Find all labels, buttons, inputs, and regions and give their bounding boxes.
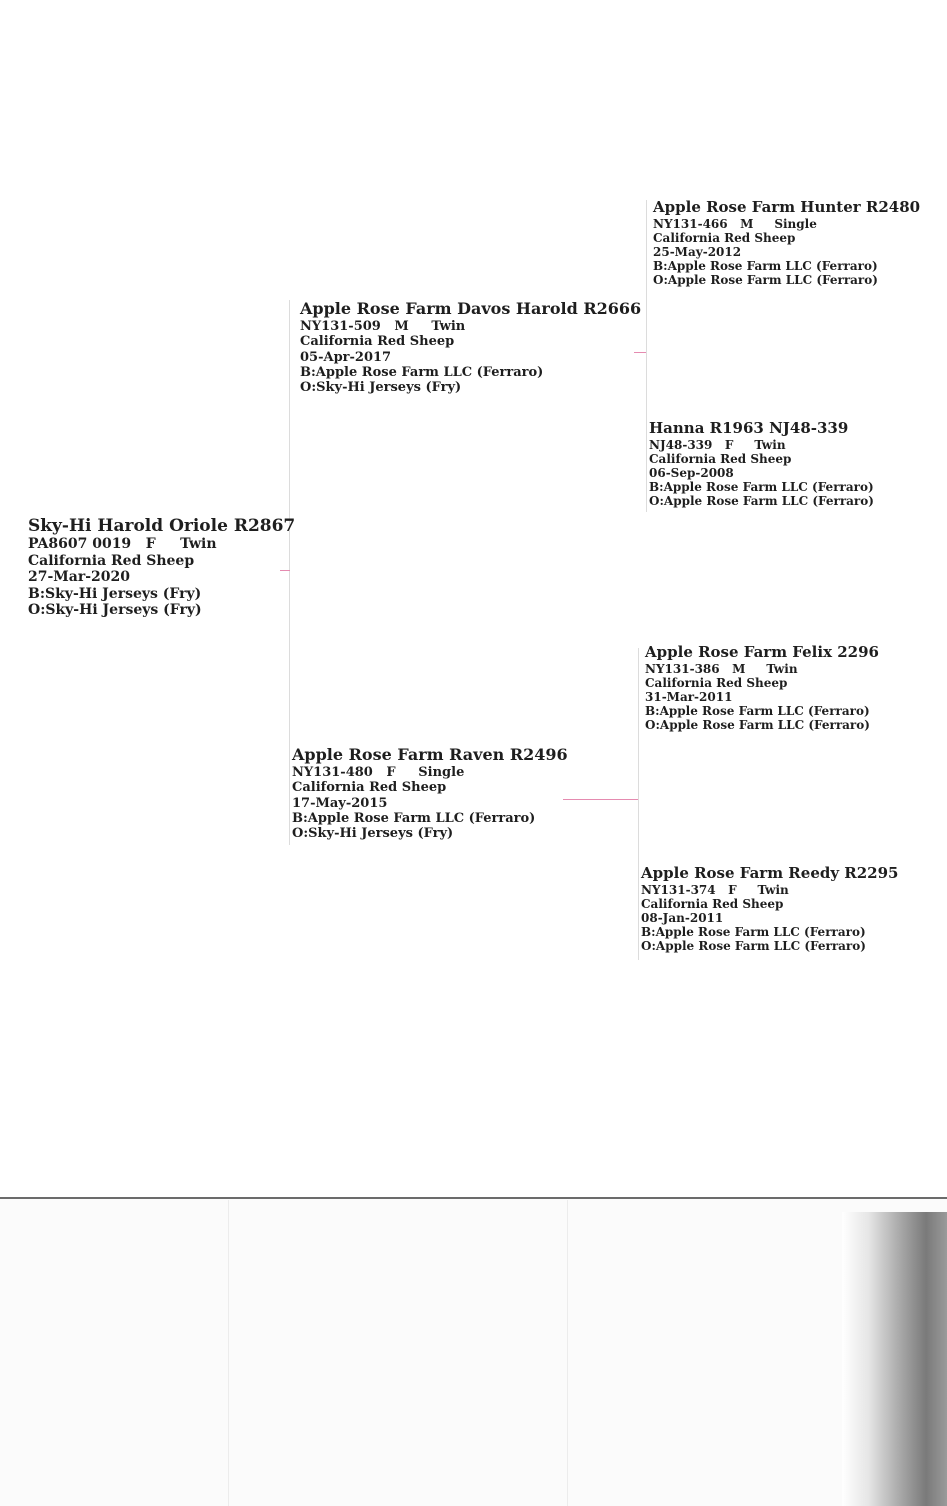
breed: California Red Sheep [300, 334, 455, 350]
registration-line: NY131-386 M Twin [645, 661, 798, 676]
fold-line [228, 1200, 229, 1506]
birth-date: 17-May-2015 [292, 795, 388, 811]
birth-date: 27-Mar-2020 [28, 569, 131, 586]
breeder: B:Apple Rose Farm LLC (Ferraro) [292, 810, 536, 826]
birth-date: 08-Jan-2011 [641, 911, 724, 925]
owner: O:Sky-Hi Jerseys (Fry) [28, 602, 202, 619]
owner: O:Apple Rose Farm LLC (Ferraro) [645, 718, 870, 733]
fold-line [567, 1200, 568, 1506]
breed: California Red Sheep [649, 451, 792, 466]
breeder: B:Sky-Hi Jerseys (Fry) [28, 585, 202, 602]
registration-line: NY131-466 M Single [653, 216, 817, 231]
owner: O:Sky-Hi Jerseys (Fry) [300, 380, 462, 396]
registration-line: NY131-480 F Single [292, 764, 465, 780]
breed: California Red Sheep [645, 675, 788, 690]
animal-name: Apple Rose Farm Reedy R2295 [641, 864, 899, 882]
owner: O:Apple Rose Farm LLC (Ferraro) [653, 273, 878, 288]
animal-name: Apple Rose Farm Raven R2496 [292, 745, 568, 764]
birth-date: 05-Apr-2017 [300, 349, 392, 365]
registration-line: NJ48-339 F Twin [649, 437, 786, 452]
animal-name: Hanna R1963 NJ48-339 [649, 419, 849, 437]
dam-bracket [638, 648, 639, 960]
birth-date: 06-Sep-2008 [649, 466, 734, 480]
sire-sire-entry [653, 199, 920, 287]
subject-entry [28, 516, 295, 619]
owner: O:Apple Rose Farm LLC (Ferraro) [641, 939, 866, 954]
sire-dam-entry [649, 420, 874, 508]
breed: California Red Sheep [653, 230, 796, 245]
breeder: B:Apple Rose Farm LLC (Ferraro) [300, 364, 544, 380]
animal-name: Apple Rose Farm Davos Harold R2666 [300, 299, 642, 318]
dam-dam-entry [641, 865, 899, 953]
birth-date: 25-May-2012 [653, 245, 742, 259]
animal-name: Apple Rose Farm Felix 2296 [645, 643, 879, 661]
breeder: B:Apple Rose Farm LLC (Ferraro) [641, 925, 866, 940]
dam-entry [292, 746, 568, 842]
breeder: B:Apple Rose Farm LLC (Ferraro) [649, 480, 874, 495]
owner: O:Sky-Hi Jerseys (Fry) [292, 826, 454, 842]
breed: California Red Sheep [292, 780, 447, 796]
breeder: B:Apple Rose Farm LLC (Ferraro) [645, 704, 870, 719]
breeder: B:Apple Rose Farm LLC (Ferraro) [653, 259, 878, 274]
registration-line: NY131-509 M Twin [300, 318, 466, 334]
owner: O:Apple Rose Farm LLC (Ferraro) [649, 494, 874, 509]
breed: California Red Sheep [641, 896, 784, 911]
registration-line: PA8607 0019 F Twin [28, 536, 217, 553]
birth-date: 31-Mar-2011 [645, 690, 733, 704]
scan-shadow [842, 1212, 947, 1506]
breed: California Red Sheep [28, 552, 195, 569]
registration-line: NY131-374 F Twin [641, 882, 789, 897]
animal-name: Sky-Hi Harold Oriole R2867 [28, 516, 296, 536]
underlying-surface [0, 1199, 947, 1506]
dam-sire-entry [645, 644, 879, 732]
sire-entry [300, 300, 641, 396]
dam-connector [563, 799, 638, 800]
animal-name: Apple Rose Farm Hunter R2480 [653, 198, 921, 216]
sire-bracket [646, 200, 647, 512]
